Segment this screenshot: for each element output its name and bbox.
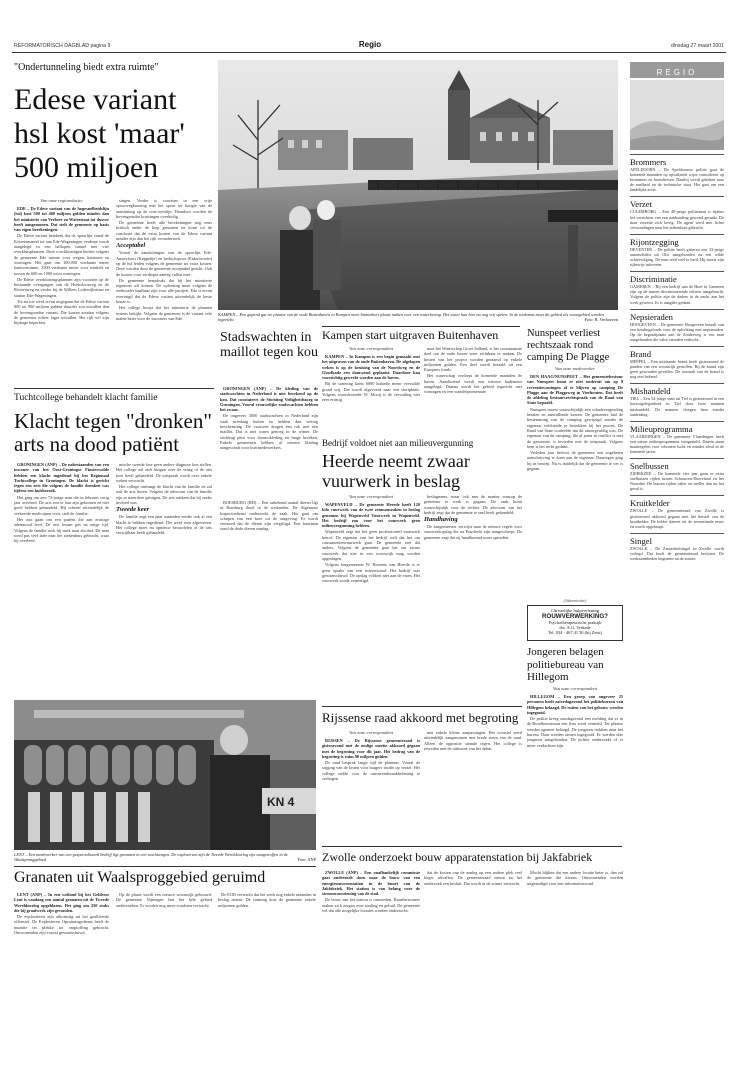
advert-label: (Advertentie) [563, 598, 587, 603]
granaten-body-b: Op de plaats wordt een nieuwe woonwijk gebouwd. De gemeente Nijmegen laat het hele gebied onderzoeken. Er worden nog meer vondsten verwacht. [116, 892, 212, 908]
sidebar-brief-text: APELDOORN – De Apeldoornse politie gaat de komende maanden op opvallende wijze controleren op brommers en bromfietsen. Daarbij wordt gekeken naar de snelheid en de technische staat. Het gaat om een landelijke actie. [630, 167, 724, 193]
masthead-date: dinsdag 27 maart 2001 [670, 43, 724, 49]
edese-col2 [116, 198, 212, 382]
advert-line-3: Psychotherapeutische praktijk [548, 620, 602, 625]
heerde-headline-2: vuurwerk in beslag [322, 472, 460, 491]
kampen-caption-text: KAMPEN – Een gapend gat ter plaatse van de oude Buitenhaven in Kampen moet binnenkort plaats maken voor een waterkering. Het water kan hier nu nog vrij spelen. In de toekomst moet dit gebied als woongebied worden ingericht. [218, 312, 604, 323]
tucht-body-b: Het zou gaan om een patiënt die aan ernstige ademnood leed. De arts kwam pas na enige tijd. Volgens de familie rook hij sterk naar alcohol. De man werd pas veel later naar het ziekenhuis gebracht, waar hij overleed. [14, 516, 109, 544]
tucht-col1 [14, 462, 109, 578]
edese-body-3: Tot nu toe werd ervan uitgegaan dat de Edese variant 800 tot 900 miljoen gulden duurder zou uitvallen dan de bovengrondse variant. Die kosten zouden volgens de gemeente echter lager uitvallen. Het rijk wil zijn bijdrage beperken. [14, 299, 109, 326]
kampen-top-rule [322, 326, 520, 327]
stadswachten-headline: Stadswachten in maillot tegen kou [220, 330, 318, 360]
granaten-lead: LENT (ANP) – In een weiland bij het Gelderse Lent is vandaag een aantal granaten uit de Tweede Wereldoorlog opgeblazen. Het ging om 250 stuks die bij graafwerk zijn gevonden. [14, 892, 109, 913]
advert-line-2: ROUWVERWERKING? [542, 613, 608, 620]
heerde-kicker: Bedrijf voldoet niet aan milieuvergunning [322, 438, 474, 448]
masthead-paper: REFORMATORISCH DAGBLAD pagina 9 [14, 43, 111, 49]
tucht-body-c: mische tweede fase geen andere diagnose kon stellen. Het college zal zich buigen over de vraag of de arts juist heeft gehandeld. De uitspraak wordt over enkele weken verwacht. [116, 462, 212, 483]
tucht-body-e: De familie zegt een paar maanden eerder ook al een klacht te hebben ingediend. Die werd toen afgewezen. Het college moet nu opnieuw beoordelen of de arts verwijtbaar heeft gehandeld. [116, 514, 212, 536]
advert-box [527, 605, 623, 641]
zwolle-lead: ZWOLLE (ANP) – Een onafhankelijk commissie gaat onderzoek doen naar de bouw van een energieomvormstation in de buurt van de Jakfabriek. Het station is van belang voor de stroomvoorziening van de stad. [322, 870, 420, 897]
sidebar-list [630, 154, 724, 966]
sidebar-header-label: REGIO [656, 68, 698, 77]
kampen-byline: Van onze correspondent [349, 346, 393, 351]
heerde-body-a: Wapenveld zegt dat het geen professioneel vuurwerk betrof. De eigenaar van het bedrijf stelt dat het om consumentenvuurwerk gaat. De gemeente ziet dat anders. Volgens de gemeente gaat het om zwaar vuurwerk dat niet in een woonwijk mag worden opgeslagen. [322, 529, 420, 561]
edese-col2-e: Het college hoopt dat het ministerie de plannen serieus bekijkt. Volgens de gemeente is de variant vele malen beter voor de inwoners van Ede. [116, 305, 212, 321]
kampen-photo-image [218, 60, 618, 310]
sidebar-brief-text: DEVENTER – De politie heeft gisteren een 33-jarige automobilist uit Olst aangehouden na een wilde achtervolging. De man reed veel te hard. Hij moest zijn rijbewijs inleveren. [630, 246, 724, 268]
masthead-rule [12, 52, 726, 53]
sidebar-brief-text: HOOGEVEEN – De gemeente Hoogeveen betaalt van een betalingsfonds voor de oplichting met nepsieraden. Op de begraafplaats aan de Zuiderweg is een man aangehouden die valse sieraden verkocht. [630, 321, 724, 342]
edese-subhead: Acceptabel [116, 242, 146, 250]
lent-photo [14, 700, 316, 850]
stadswachten-body [220, 386, 318, 494]
tucht-headline-1: Klacht tegen "dronken" [14, 410, 212, 432]
granaten-top-rule [14, 866, 316, 867]
rijssense-byline: Van onze correspondent [349, 730, 393, 735]
granaten-body-c: De EOD verwacht dat het werk nog enkele maanden in beslag neemt. De ruiming kost de gemeente enkele miljoenen gulden. [218, 892, 316, 908]
sidebar-brief [630, 154, 724, 192]
sidebar-landscape-image [630, 80, 724, 150]
sidebar-brief-title: Rijontzegging [630, 236, 679, 247]
zwolle-body-b: dat de kosten van de aanleg op een andere plek veel hoger uitvallen. De gemeenteraad neemt na het onderzoek een besluit. Dat wordt in de zomer verwacht. [424, 870, 522, 886]
rijssense-top-rule [322, 706, 522, 707]
edese-headline-1: Edese variant [14, 84, 177, 116]
rijssense-col1 [322, 738, 420, 838]
sidebar-header [630, 62, 724, 78]
lent-caption-credit: Foto: ANP [297, 857, 316, 863]
granaten-col1 [14, 892, 109, 968]
masthead-section: Regio [358, 40, 382, 49]
tucht-headline-2: arts na dood patiënt [14, 433, 180, 455]
advert-line-4: drs. A.G. Verkade [559, 625, 591, 630]
heerde-lead: WAPENVELD – De gemeente Heerde heeft 120 kilo vuurwerk van de twee eenmanszaken in beslag genomen bij Wapenveld Vuurwerk in Wapenveld. Het bedrijf zou voor het vuurwerk geen milieuvergunning hebben. [322, 502, 420, 529]
sidebar-brief-title: Discriminatie [630, 274, 677, 285]
granaten-body-a: De explosieven zijn afkomstig uit het geallieerde offensief. De Explosieven Opruimingsdienst heeft de munitie ter plekke tot ontploffing gebracht. Omwonenden zijn vooraf gewaarschuwd. [14, 914, 109, 936]
rijssense-lead: RIJSSEN – De Rijssense gemeenteraad is gisteravond met de nodige moeite akkoord gegaan met de begroting voor dit jaar. Het bedrag van de begroting is ruim 90 miljoen gulden. [322, 738, 420, 759]
lent-caption-text: LENT – Een medewerker van een gespecialiseerd bedrijf ligt granaten in een wachtwagen. De explosieven zijn de Tweede Wereldoorlog zijn aangetroffen in de Waalspronggebied. [14, 852, 288, 863]
kampen-photo [218, 60, 618, 310]
advert-line-5: Tel. 034 - 467 41 30 (bij Zeist) [547, 630, 603, 635]
hillegom-body [527, 694, 623, 842]
lent-photo-caption [14, 852, 316, 866]
zwolle-top-rule [322, 846, 622, 847]
rijssense-col2 [424, 730, 522, 838]
rijssense-body-a: De raad besprak lange tijd de plannen. Vooral de stijging van de lasten voor burgers stuitte op verzet. Het college stelde voor de onroerendezaakbelasting te verhogen. [322, 760, 420, 782]
zwolle-headline: Zwolle onderzoekt bouw apparatenstation bij Jakfabriek [322, 850, 593, 864]
nunspeet-body [527, 374, 623, 596]
sidebar-brief-text: ZWOLLE – De Zamenhofsingel in Zwolle wordt verlegd. Dat heeft de gemeenteraad besloten. De werkzaamheden beginnen na de zomer. [630, 545, 724, 562]
sidebar-brief-text: ZIERIKZEE – De komende vier jaar gaan er extra snelbussen rijden tussen Schouwen-Duiveland en het Noorden. De bussen rijden vaker en sneller dan nu het geval is. [630, 471, 724, 492]
hillegom-text: De politie kreeg zondagavond een melding dat er in de Rondhoeststraat een fiets werd vernield. Ter plaatse werden agenten belaagd. De jongeren trokken naar het bureau. Daar werden ramen ingegooid. Er werden drie jongeren aangehouden. De politie onderzoekt of er meer verdachten zijn. [527, 716, 623, 748]
edese-lead: EDE – De Edese variant van de hogesnelheidslijn (hsl) kost 500 tot 400 miljoen gulden minder dan het ministerie van Verkeer en Waterstaat tot dusver heeft aangenomen. Dat stelt de gemeente op basis van eigen berekeningen. [14, 206, 109, 233]
sidebar-brief-text: VLAARDINGEN – De gemeente Vlaardingen heeft een nieuw milieuprogramma vastgesteld. Daarin staan maatregelen voor schonere lucht en minder afval in de komende jaren. [630, 433, 724, 454]
edese-headline-2: hsl kost 'maar' [14, 118, 185, 150]
tucht-lead: GRONINGEN (ANP) – De nabestaanden van een inwoner van het Oost-Groningse Finsterwolde hebben een klacht ingediend bij het Regionaal Tuchtcollege in Groningen. De klacht is gericht tegen een arts die volgens de familie dronken was tijdens een huisbezoek. [14, 462, 109, 494]
sidebar-brief [630, 495, 724, 528]
kampen-col1 [322, 354, 420, 430]
edese-body-1: De Edese variant betekent dat de spoorlijn vanaf de Keizersmantel tot aan Ede-Wageningen verdiept wordt aangelegd in een halfopen tunnel met vier overkluisplaatsen. Deze overkluizingen bieden volgens de gemeente Ede ruimte voor wegen, kantoren en woningen. Het gaat om 100.000 vierkante meter kantoorruimte, 2500 vierkante meter voor winkels en tussen de 600 en 1000 extra woningen. [14, 233, 109, 276]
lent-photo-image [14, 700, 316, 850]
heerde-byline: Van onze correspondent [349, 494, 393, 499]
stadswachten-text: De ongeveer 3000 stadswachten in Nederland zijn vaak urenlang buiten en hebben dan weinig bescherming. De vrouwen dragen een rok met een maillot. Dat is niet warm genoeg in de winter. De stichting pleit voor thermokleding en lange broeken. Enkele gemeenten hebben al nieuwe kleding aangeschaft voor hun medewerkers. [220, 413, 318, 451]
sidebar-brief [630, 346, 724, 379]
svg-text:KN 4: KN 4 [267, 795, 295, 809]
sidebar-brief-text: GAMEREN – Bij een bedrijf aan de Hoef in Gameren zijn op de muren discriminerende teksten aangebracht. Volgens de politie zijn de daders in de nacht aan het werk geweest. Er is aangifte gedaan. [630, 284, 724, 305]
heerde-col1 [322, 502, 420, 702]
kampen-body-b: naar het Waterschap Groot Salland, is het voornaamste doel om de oude haven weer zichtbaar te maken. De kosten van het project worden geraamd op enkele miljoenen gulden. Een deel wordt betaald uit een Europees fonds. [424, 346, 522, 373]
sidebar-brief-title: Kruitkelder [630, 498, 670, 509]
kampen-body-a: Bij de sanering komt 6000 kubieke meter vervuilde grond vrij. Die wordt afgevoerd naar een stortplaats. Volgens woordvoerder W. Mooij is de vervuiling niet zeer ernstig. [322, 381, 420, 403]
heerde-subhead: Handhaving [424, 516, 458, 524]
edese-byline: Van onze regioredactie [40, 198, 83, 203]
heerde-body-c: beslagname, maar ook met de manier waarop de gemeente te werk is gegaan. De zaak komt waarschijnlijk voor de rechter. De advocaat van het bedrijf zegt dat de gemeente te snel heeft gehandeld. [424, 494, 522, 515]
nunspeet-text: Nunspeet moest waarschijnlijk een schadevergoeding betalen en aanvullende kosten. De gemeente had de bestemming van de camping gewijzigd zonder de eigenaar voldoende te betrekken bij het proces. De Raad van State oordeelde dat dit onzorgvuldig was. De eigenaar van de camping, die al jaren in conflict is met de gemeente, is tevreden met de uitspraak. Volgens hem is het recht gedaan. [527, 406, 623, 449]
sidebar-brief-text: TIEL – Een 54-jarige man uit Tiel is gisteravond in een horecagelegenheid in Tiel door twee mannen mishandeld. De mannen sloegen hem zonder aanleiding. [630, 396, 724, 417]
heerde-body-d: De burgemeester verwijst naar de nieuwe regels voor vuurwerkopslag die na Enschede zijn aangescherpt. De gemeente zegt dat zij handhavend moet optreden. [424, 524, 522, 540]
boesburg-text: BOESBURG (RD) – Een onbekend aantal dieren ligt in Boesburg dood in de weilanden. De Algemene Inspectiedienst onderzoekt de zaak. Het gaat om schapen van een boer uit de omgeving. Er wordt vermoed dat de dieren zijn vergiftigd. Een buurman vond de dode dieren zondag. [220, 500, 318, 532]
edese-headline-3: 500 miljoen [14, 152, 159, 184]
tucht-top-rule [14, 388, 214, 389]
edese-col2-b: De gemeente heeft alle berekeningen nog eens kritisch onder de loep genomen en komt tot de conclusie dat de extra kosten van de Edese variant minder zijn dan het rijk veronderstelt. [116, 220, 212, 242]
granaten-col2 [116, 892, 212, 968]
sidebar-brief [630, 458, 724, 491]
edese-col2-c: Vooral de aansluitingen van de spoorlijn Ede-Amersfoort (Keppeltje) en bedrijfsspoor (Enka-terrein) op de hsl leiden volgens de gemeente tot extra kosten. Deze worden door de gemeente acceptabel geacht. Ook de kosten voor verdiepte aanleg vallen mee. [116, 250, 212, 277]
zwolle-col2 [424, 870, 522, 966]
zwolle-col3 [527, 870, 623, 966]
granaten-col3 [218, 892, 316, 968]
sidebar-brief-text: CULEMBORG – Een 40-jarige politieman is tijdens het verrichten van een aanhouding gewond geraakt. De man verzette zich hevig. De agent werd met lichte verwondingen naar het ziekenhuis gebracht. [630, 209, 724, 230]
sidebar-brief [630, 234, 724, 267]
kampen-headline: Kampen start uitgraven Buitenhaven [322, 328, 499, 342]
rijssense-headline: Rijssense raad akkoord met begroting [322, 710, 519, 725]
sidebar-brief-title: Singel [630, 535, 652, 546]
nunspeet-byline: Van onze medewerker [554, 366, 596, 371]
edese-col2-a: singen. Verder is voorzien in een vrije spoorwegkruising met het spoor ter hoogte van de aansluiting op de oost-westlijn. Daardoor worden de bovengrondse kruisingen overbodig. [116, 198, 212, 219]
stadswachten-lead: GRONINGEN (ANP) – De kleding van de stadswachten in Nederland is niet berekend op de kou. Dat constateert de Stichting Veiligheidszorg in Groningen. Vooral vrouwelijke stadswachten hebben het zwaar. [220, 386, 318, 413]
kampen-caption-credit: Foto: R. Verhoeven [584, 317, 618, 323]
zwolle-body-a: De bouw van het station is omstreden. Buurtbewoners maken zich zorgen over straling en geluid. De gemeente wil dat alle mogelijke locaties worden onderzocht. [322, 897, 420, 914]
sidebar-brief-text: ZWOLLE – De gemeenteraad van Zwolle is gisteravond akkoord gegaan met het herstel van de kruitkelder. De kelder dateert uit de zeventiende eeuw en wordt opgeknapt. [630, 508, 724, 529]
rijssense-body-b: met enkele kleine aanpassingen. Het voorstel werd uiteindelijk aangenomen met brede steun van de raad. Alleen de oppositie stemde tegen. Het college is tevreden met de uitkomst van het debat. [424, 730, 522, 751]
granaten-headline: Granaten uit Waalsproggebied geruimd [14, 869, 266, 886]
heerde-body-b: Volgens burgemeester W. Hoorens van Heerde is er geen sprake van een misverstand. Het bedrijf was gewaarschuwd. De opslag voldoet niet aan de eisen. Het vuurwerk wordt vernietigd. [322, 562, 420, 584]
sidebar-brief-title: Mishandeld [630, 386, 671, 397]
sidebar-brief-title: Nepsieraden [630, 311, 673, 322]
edese-col2-d: De gemeente benadrukt dat hij het ministerie tegemoet wil komen. De oplossing moet volgens de wethouder haalbaar zijn voor alle partijen. Ede is ervan overtuigd dat de Edese variant uiteindelijk de beste keuze is. [116, 277, 212, 305]
heerde-headline-1: Heerde neemt zwaar [322, 452, 470, 471]
hillegom-byline: Van onze correspondent [553, 686, 597, 691]
kampen-lead: KAMPEN – In Kampen is een begin gemaakt met het uitgraven van de oude Buitenhaven. De afgelopen weken is op de kruising van de Noordweg en de IJsselkade een damwand geplaatst. Daardoor kan voorzichtig gewerkt worden aan de haven. [322, 354, 420, 381]
sidebar-brief-title: Brommers [630, 157, 667, 167]
kampen-col2 [424, 346, 522, 430]
sidebar-brief-title: Verzet [630, 199, 652, 210]
sidebar-brief [630, 533, 724, 561]
kampen-photo-caption [218, 312, 618, 324]
sidebar-brief [630, 421, 724, 454]
sidebar-brief-title: Brand [630, 348, 652, 359]
sidebar-brief [630, 383, 724, 416]
nunspeet-headline: Nunspeet verliest rechtszaak rond camping De Plagge [527, 328, 610, 363]
nunspeet-text-2: Verleden jaar besloot de gemeente een zogeheten aanschrijving te doen aan de eigenaar. Daartegen ging hij in beroep. Nu is duidelijk dat de gemeente te ver is gegaan. [527, 450, 623, 472]
tucht-body-a: Het ging om een 72-jarige man die in februari vorig jaar overleed. De arts zou te laat zijn gekomen en niet goed hebben gehandeld. Hij schreef uiteindelijk de verkeerde medicijnen voor, stelt de familie. [14, 494, 109, 516]
sidebar-brief-title: Snelbussen [630, 461, 669, 472]
hillegom-headline: Jongeren belagen politiebureau van Hillegom [527, 646, 604, 683]
edese-kicker: "Ondertunneling biedt extra ruimte" [14, 62, 159, 73]
edese-col1 [14, 206, 109, 382]
sidebar-photo [630, 80, 724, 150]
sidebar-brief [630, 309, 724, 342]
sidebar-brief [630, 271, 724, 304]
tucht-kicker: Tuchtcollege behandelt klacht familie [14, 393, 158, 403]
nunspeet-lead: DEN HAAG/NUNSPEET – Het gemeentebestuur van Nunspeet komt er niet onderuit om op 9 recreatiewoningen af te blijven op camping De Plagge aan de Plaggeweg in Vierhouten. Dat heeft de afdeling bestuursrechtspraak van de Raad van State bepaald. [527, 374, 623, 406]
boesburg-body [220, 500, 318, 578]
tucht-col2 [116, 462, 212, 578]
edese-body-2: De Edese overkluizingsplannen zijn voorzien op de bestaande overgangen van de Hoekslootweg en de Rivieraweg en verder bij de Willem Lodewijkstraat en station Ede-Wageningen. [14, 276, 109, 298]
heerde-col2 [424, 494, 522, 702]
sidebar-brief-text: MEPPEL – Een uitslaande brand heeft gisteravond de panden van een woonwijk getroffen. Bij de brand zijn geen gewonden gevallen. De oorzaak van de brand is nog niet bekend. [630, 358, 724, 380]
tucht-body-d: Het college ontvangt de klacht van de familie en zal ook de arts horen. Volgens de advocaat van de familie zijn er meerdere getuigen. De arts ontkent dat hij onder invloed was. [116, 484, 212, 506]
sidebar-brief [630, 196, 724, 229]
sidebar-brief-title: Milieuprogramma [630, 423, 693, 434]
zwolle-col1 [322, 870, 420, 966]
tucht-subhead: Tweede keer [116, 506, 150, 514]
hillegom-lead: HILLEGOM – Een groep van ongeveer 25 personen heeft zaterdagavond het politiebureau van Hillegom belaagd. De ruiten van het gebouw werden ingegooid. [527, 694, 623, 715]
advert-line-1: Christelijke hulpverlening [550, 608, 600, 613]
kampen-body-c: Het waterschap verdiept de komende maanden de haven. Aansluitend wordt een nieuwe kademuur aangelegd. Daarna wordt het gebied ingericht met woningen en een wandelpromenade. [424, 373, 522, 395]
zwolle-body-c: Mocht blijken dat een andere locatie beter is, dan zal de gemeente die kiezen. Omwonenden worden uitgenodigd voor een informatieavond. [527, 870, 623, 886]
